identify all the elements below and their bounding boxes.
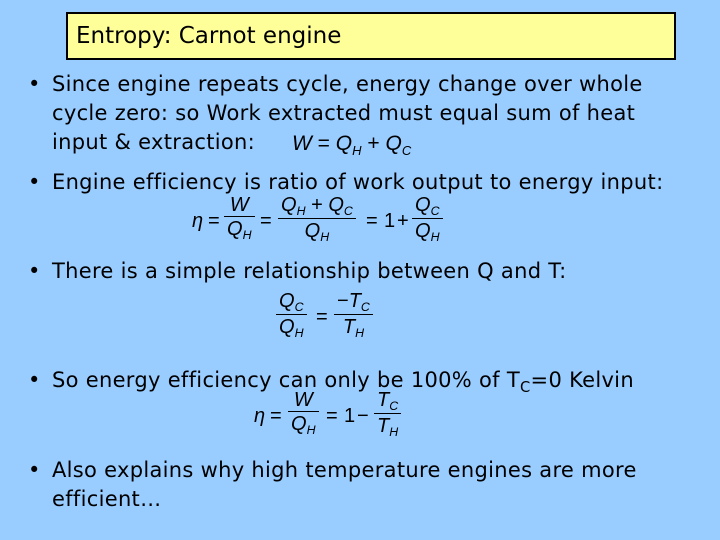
equation-carnot-efficiency: η = $\frac{W}{Q_H}$ = 1 − $\frac{T_C}{T_H}$ <box>252 389 422 449</box>
bullet-line: Since engine repeats cycle, energy change over whole <box>52 72 643 96</box>
bullet-line: cycle zero: so Work extracted must equal sum of heat <box>52 101 636 125</box>
bullet-high-temperature <box>28 456 708 516</box>
bullet-dot: • <box>28 170 41 194</box>
bullet-line: Also explains why high temperature engines are more <box>52 458 637 482</box>
slide-title: Entropy: Carnot engine <box>76 23 342 49</box>
slide-title-box <box>66 12 676 60</box>
bullet-q-t-relationship <box>28 257 708 287</box>
bullet-line: Engine efficiency is ratio of work output to energy input: <box>52 170 664 194</box>
bullet-line: There is a simple relationship between Q and T: <box>52 259 567 283</box>
bullet-dot: • <box>28 458 41 482</box>
bullet-line: So energy efficiency can only be 100% of $T_C=0$ Kelvin <box>52 368 634 397</box>
bullet-line: efficient… <box>52 487 162 511</box>
bullet-dot: • <box>28 259 41 283</box>
equation-efficiency: η = $\frac{W}{Q_H}$ = $\frac{Q_H + Q_C}{Q_H}$ = 1 + $\frac{Q_C}{Q_H}$ <box>190 194 470 254</box>
bullet-dot: • <box>28 72 41 96</box>
equation-q-t-ratio: $\frac{Q_C}{Q_H}$ = $\frac{-T_C}{T_H}$ <box>276 290 396 350</box>
bullet-dot: • <box>28 368 41 392</box>
bullet-line: input & extraction: <box>52 130 256 154</box>
equation-work: $W = Q_H + Q_C$ <box>292 132 412 158</box>
